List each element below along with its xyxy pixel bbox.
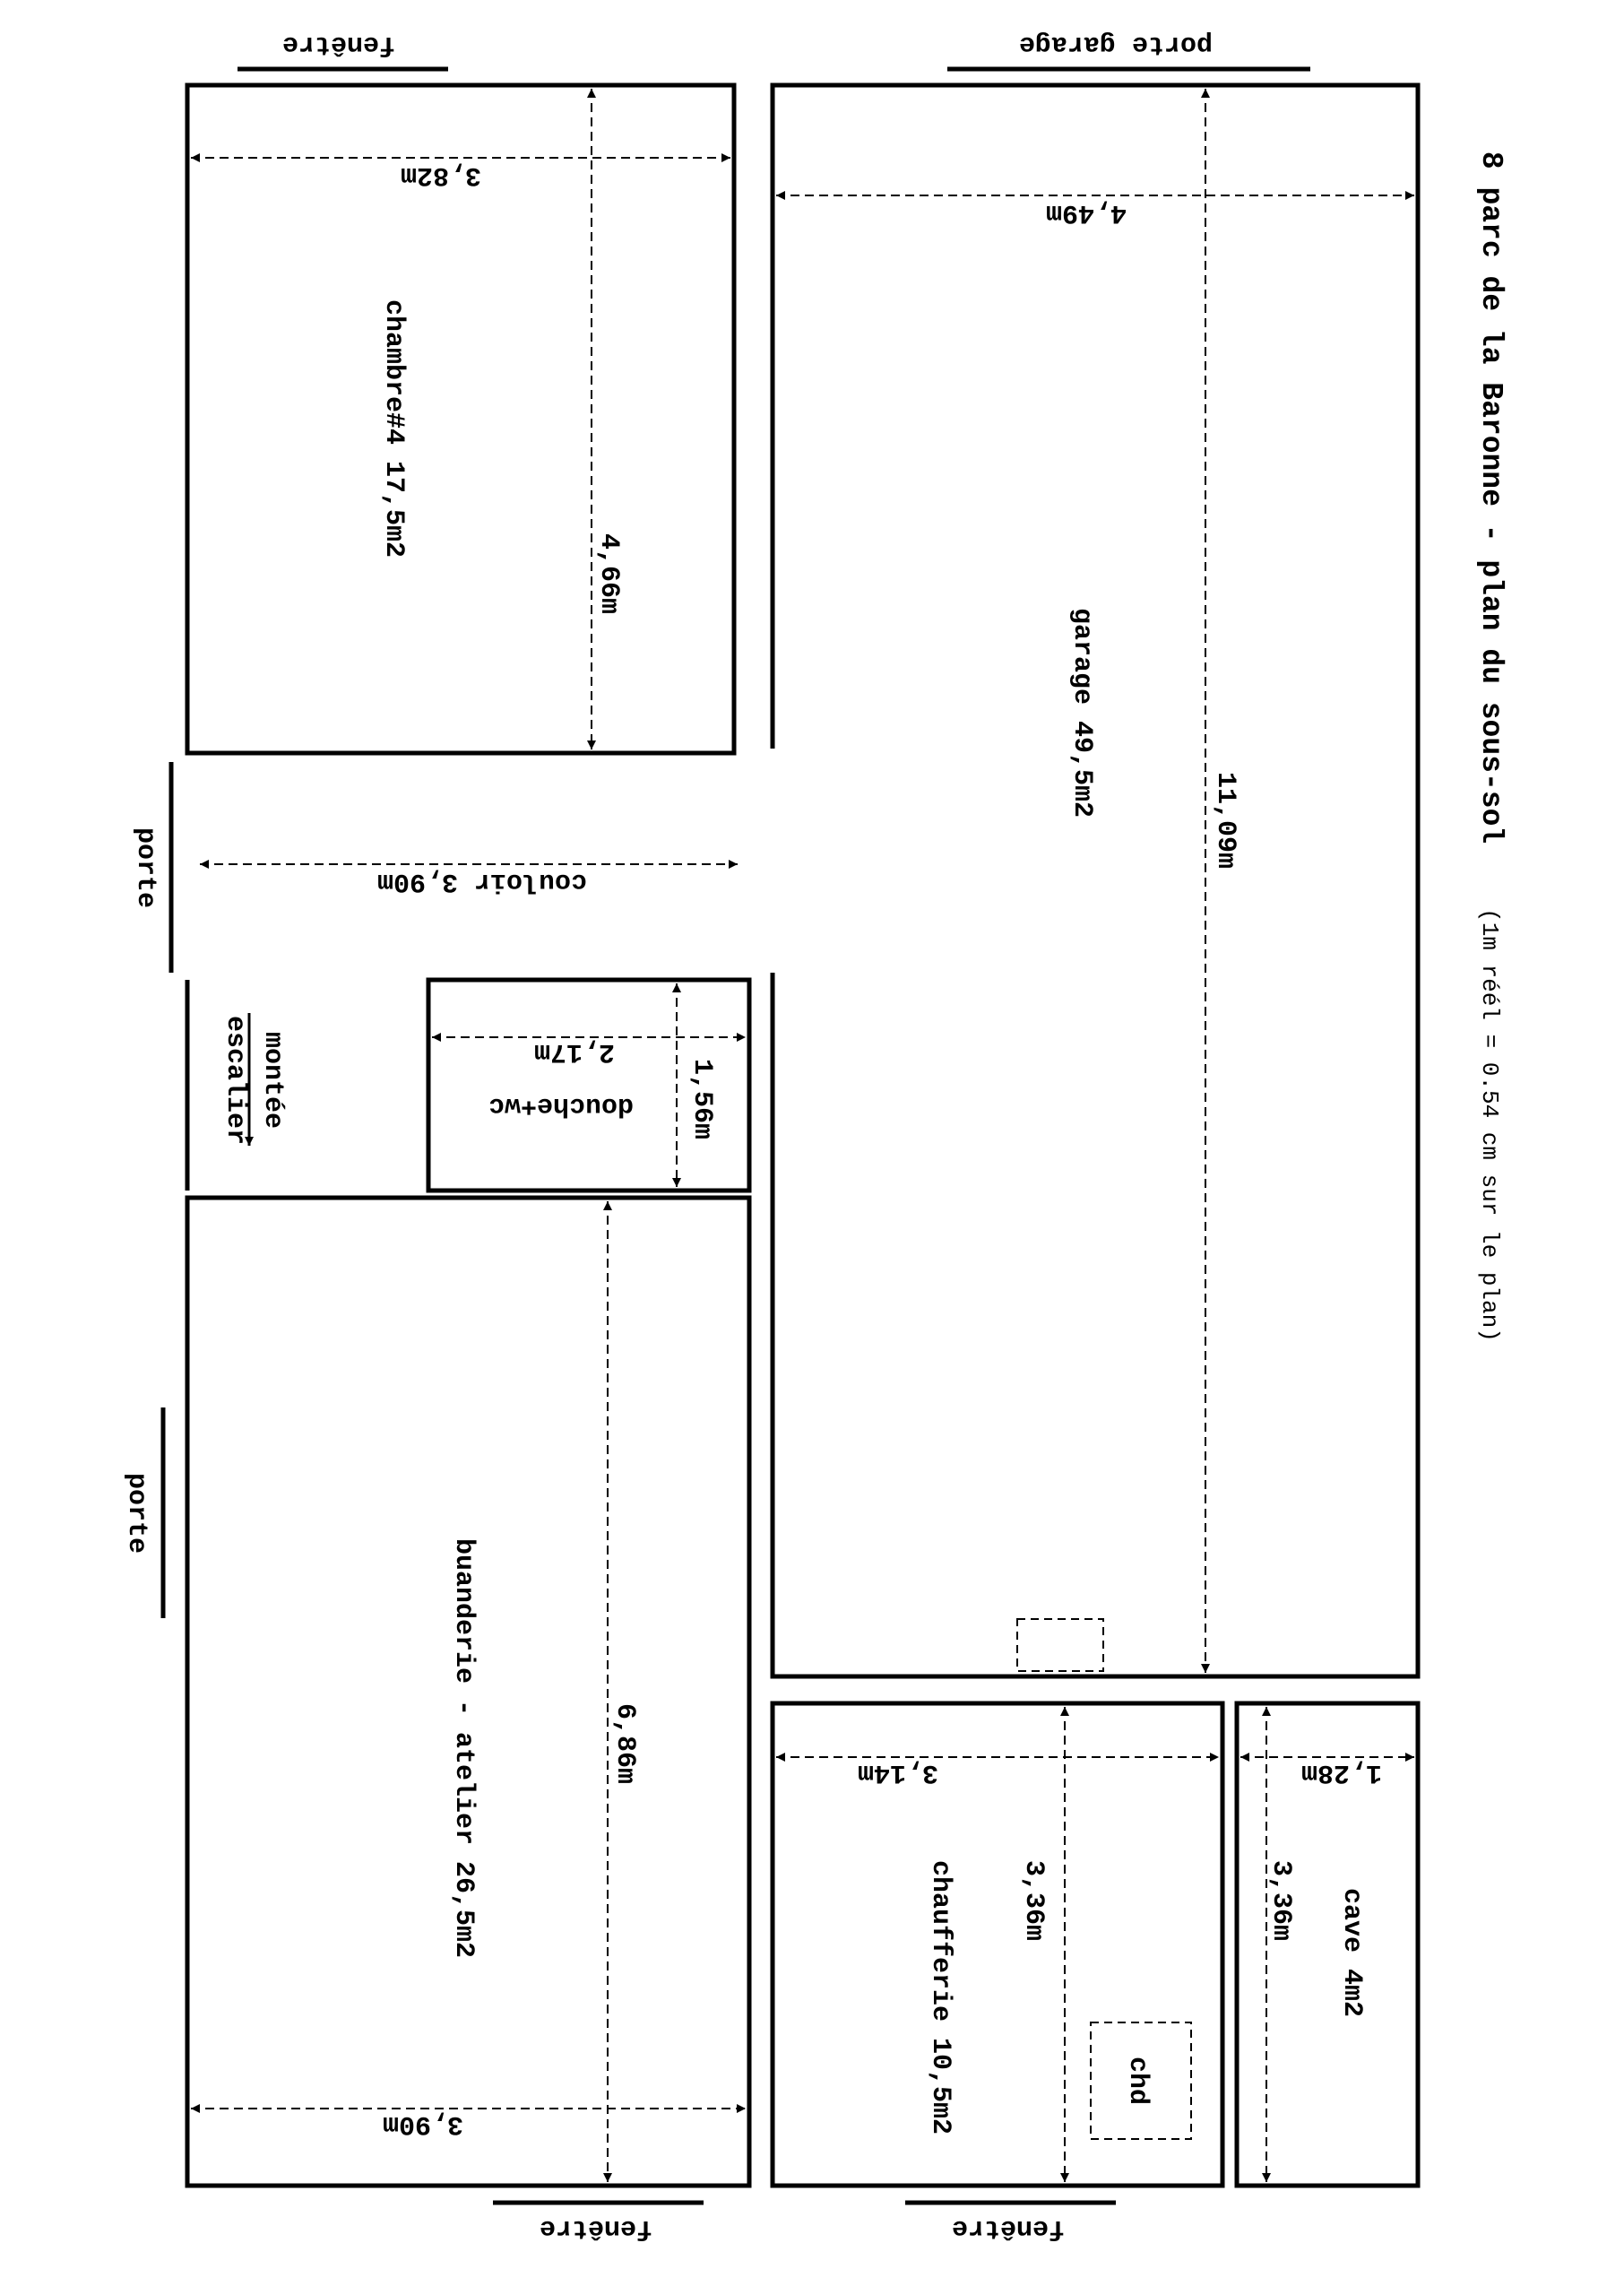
- plan-scale-note: (1m réél = 0.54 cm sur le plan): [1476, 908, 1503, 1342]
- buanderie-label: buanderie - atelier 26,5m2: [448, 1537, 479, 1959]
- garage-walls: [773, 85, 1418, 1676]
- plan-title: 8 parc de la Baronne - plan du sous-sol: [1474, 151, 1507, 844]
- chambre-length-label: 4,66m: [593, 533, 624, 615]
- buanderie-door-label: porte: [121, 1472, 151, 1555]
- chaufferie-window-label: fenêtre: [951, 2213, 1066, 2243]
- garage-width-label: 4,49m: [1045, 197, 1127, 228]
- douche-width-label: 2,17m: [533, 1036, 616, 1067]
- buanderie-window-label: fenêtre: [539, 2213, 653, 2243]
- garage-fixture-box: [1017, 1619, 1103, 1671]
- cave-label: cave 4m2: [1336, 1887, 1367, 2018]
- douche-label: douche+wc: [488, 1090, 635, 1121]
- escalier-line1: montée: [257, 1031, 288, 1130]
- chaufferie-width-label: 3,14m: [857, 1757, 939, 1788]
- garage-label: garage 49,5m2: [1067, 607, 1097, 818]
- chaufferie-length-label: 3,36m: [1018, 1859, 1049, 1942]
- escalier-line2: escalier: [220, 1015, 250, 1146]
- chambre-window-label: fenêtre: [281, 29, 396, 59]
- couloir-door-label: porte: [130, 827, 160, 909]
- chambre-width-label: 3,82m: [400, 160, 482, 190]
- douche-length-label: 1,56m: [687, 1058, 717, 1140]
- chaufferie-label: chaufferie 10,5m2: [925, 1859, 955, 2135]
- chd-label: chd: [1122, 2056, 1153, 2106]
- garage-length-label: 11,09m: [1210, 771, 1240, 870]
- garage-door-label: porte garage: [1018, 29, 1214, 59]
- chambre-label: chambre#4 17,5m2: [378, 299, 409, 559]
- cave-length-label: 3,36m: [1266, 1859, 1296, 1942]
- cave-width-label: 1,28m: [1300, 1757, 1383, 1788]
- buanderie-width-label: 3,90m: [382, 2109, 464, 2139]
- chaufferie-walls: [773, 1703, 1222, 2186]
- buanderie-length-label: 6,86m: [609, 1702, 640, 1785]
- couloir-label: couloir 3,90m: [376, 866, 588, 896]
